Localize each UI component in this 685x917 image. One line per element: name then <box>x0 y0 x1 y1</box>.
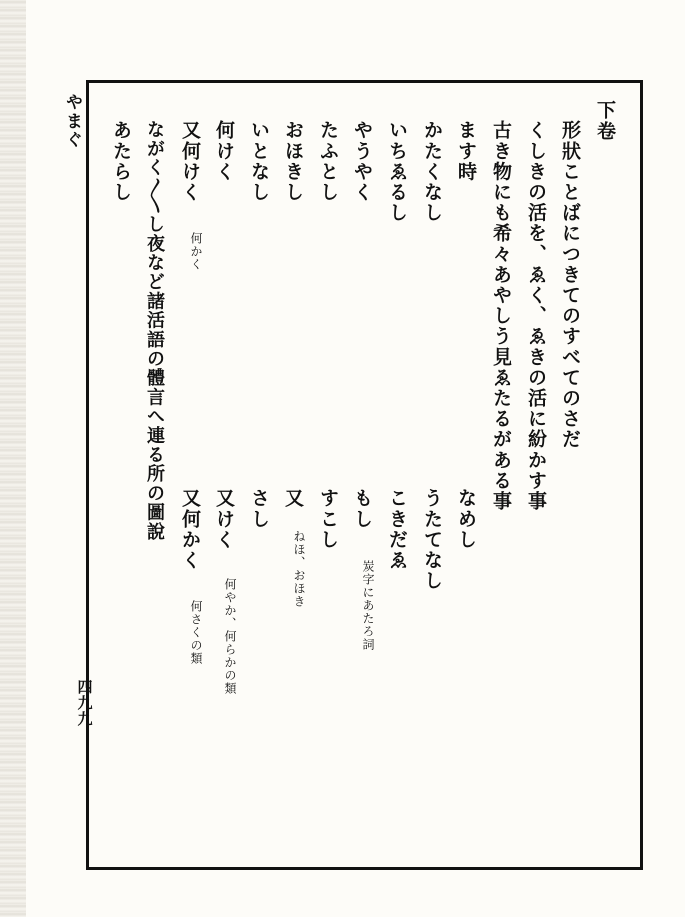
text-column: うたてなし <box>421 488 443 591</box>
text-column: 古き物にも希々あやしう見ゑたるがある事 <box>490 120 512 512</box>
text-column: さし <box>248 488 270 530</box>
text-column: やうやく <box>351 120 373 203</box>
text-column: かたくなし <box>421 120 443 223</box>
section-heading: 下卷 <box>594 100 616 142</box>
text-column: 何けく <box>213 120 235 182</box>
annotation: 何やか、何らかの類 <box>223 578 237 695</box>
text-column: おほきし <box>282 120 304 203</box>
text-column: 形狀ことばにつきてのすべてのさだ <box>559 120 581 450</box>
page-number-digit: 九 <box>77 709 93 728</box>
annotation: 炭字にあたろ詞 <box>361 560 375 651</box>
text-column: すこし <box>317 488 339 550</box>
scan-margin <box>0 0 26 917</box>
text-column: ながく〳〵し夜など諸活語の體言へ連る所の圖說 <box>144 120 165 542</box>
annotation: 何かく <box>189 232 203 271</box>
text-column: たふとし <box>317 120 339 203</box>
annotation: ねほ、おほき <box>292 530 306 608</box>
text-column: もし <box>351 488 373 530</box>
text-column: こきだゑ <box>386 488 408 571</box>
annotation: 何さくの類 <box>189 600 203 665</box>
text-column: 又何かく <box>179 488 201 571</box>
text-column: 又 <box>282 488 304 509</box>
page-number-digit: 四 <box>77 678 93 696</box>
text-column: ます時 <box>455 120 477 182</box>
page-number-digit: 九 <box>77 693 93 712</box>
text-column: いとなし <box>248 120 270 203</box>
text-column: くしきの活を、ゑく、ゑきの活に紛かす事 <box>525 120 547 512</box>
text-column: いちゑるし <box>386 120 408 223</box>
text-column: あたらし <box>110 120 132 203</box>
running-head: やまぐ <box>62 93 82 150</box>
text-column: 又けく <box>213 488 235 550</box>
text-column: なめし <box>455 488 477 550</box>
text-column: 又何けく <box>179 120 201 203</box>
